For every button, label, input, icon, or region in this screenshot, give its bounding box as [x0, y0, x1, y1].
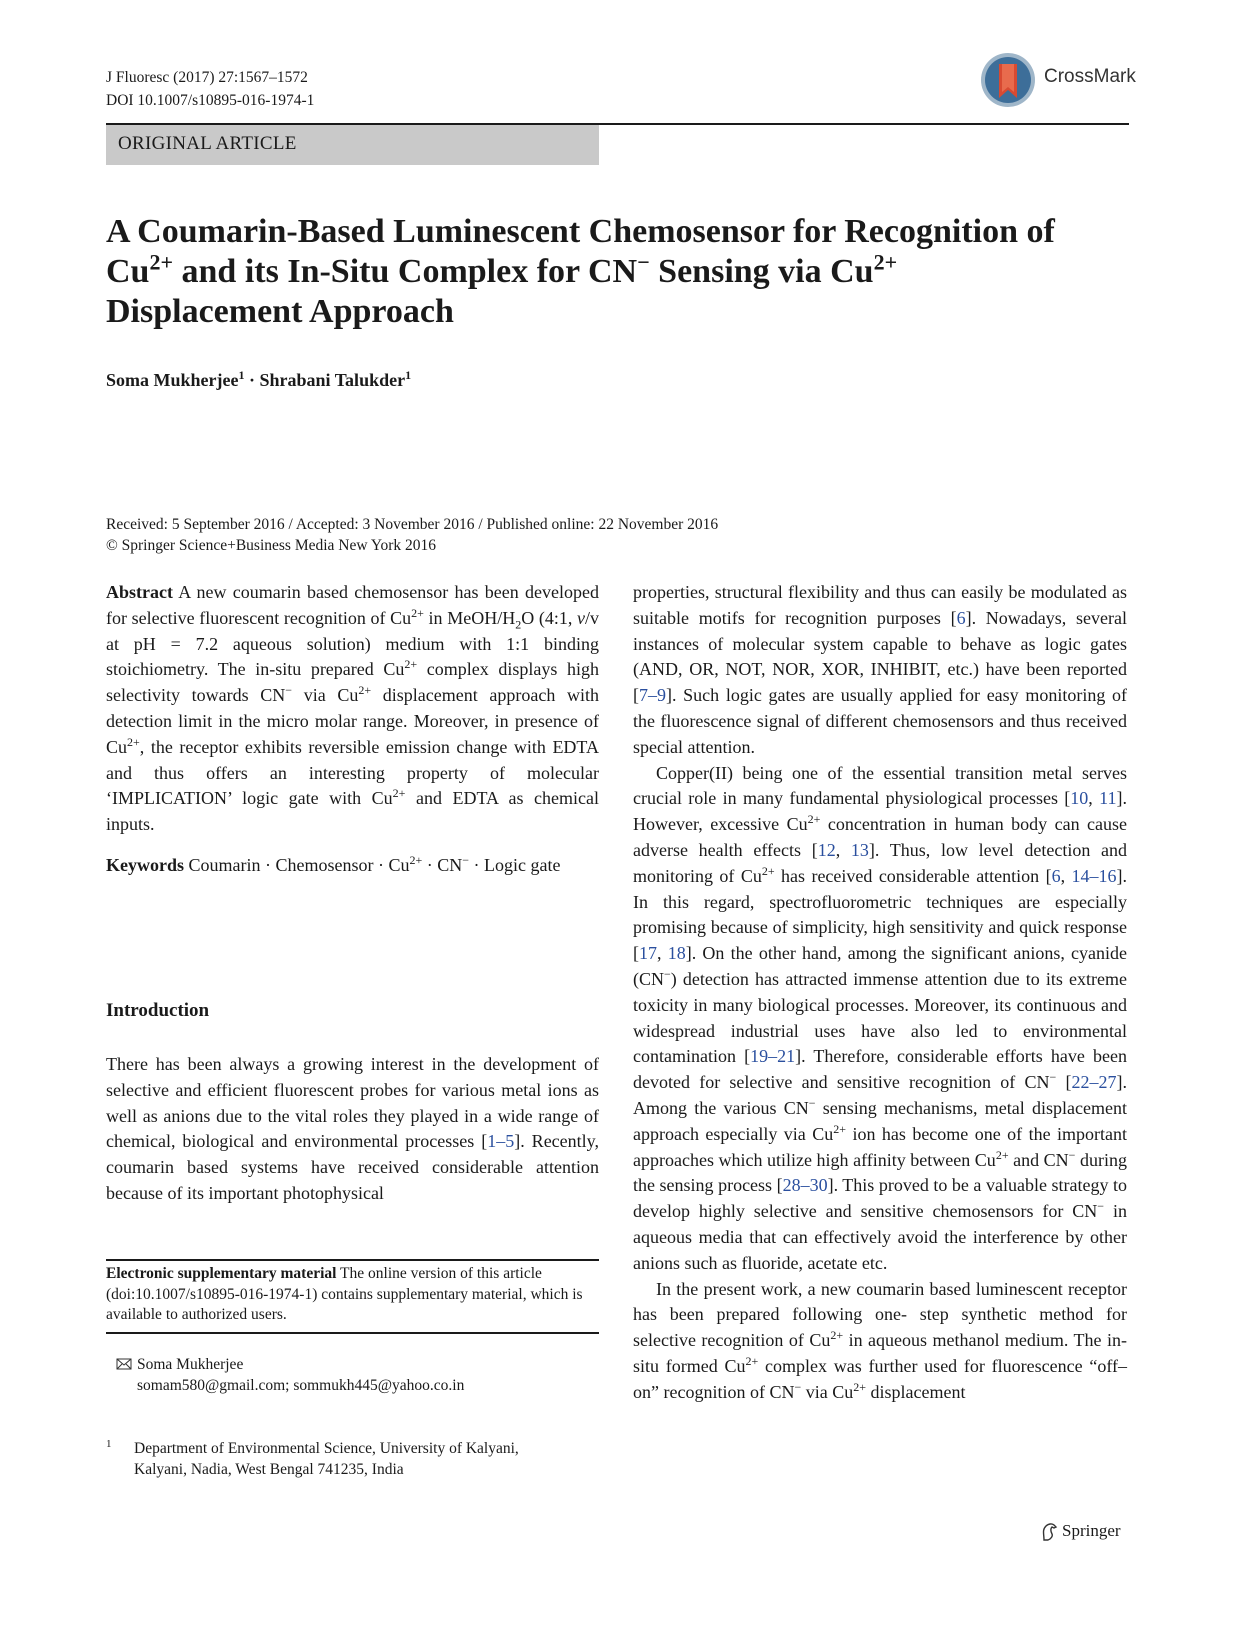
body-text: ]. Among the various CN — [633, 1072, 1128, 1118]
superscript: − — [1097, 1199, 1105, 1214]
keywords-text: Coumarin · Chemosensor · Cu — [184, 854, 410, 875]
superscript: − — [664, 966, 671, 981]
citation-link[interactable]: 17 — [639, 943, 657, 964]
citation-link[interactable]: 6 — [956, 607, 966, 628]
supplementary-note — [106, 1264, 599, 1326]
subscript: 2 — [515, 617, 522, 632]
superscript: − — [462, 852, 470, 867]
copyright-notice: © Springer Science+Business Media New York 2016 — [106, 537, 437, 554]
superscript: 2+ — [853, 1379, 867, 1394]
publication-dates — [106, 514, 718, 556]
body-text: ) detection has attracted immense attention due to its extreme toxicity in many biological processes. Moreover, its continuous and widespread industrial uses have also led to environmental contamination [ — [633, 968, 1127, 1067]
body-text: ]. Nowadays, several instances of molecular system capable to behave as logic gates (AND, OR, NOT, NOR, XOR, INHIBIT, etc.) have been reported [ — [633, 607, 1127, 706]
superscript: 2+ — [830, 1328, 844, 1343]
body-text: in aqueous media that can effectively avoid the interference by other anions such as fluoride, acetate etc. — [633, 1201, 1127, 1273]
superscript: 2+ — [392, 786, 406, 801]
body-text: ]. Recently, coumarin based systems have received considerable attention because of its important photophysical — [106, 1131, 599, 1203]
corresponding-author-email[interactable]: somam580@gmail.com; sommukh445@yahoo.co.in — [137, 1377, 465, 1394]
journal-reference: J Fluoresc (2017) 27:1567–1572 — [106, 69, 308, 86]
citation-link[interactable]: 6 — [1051, 865, 1061, 886]
citation-link[interactable]: 7–9 — [639, 685, 666, 706]
publisher-logo — [1040, 1521, 1121, 1542]
crossmark-badge[interactable] — [980, 50, 1136, 110]
crossmark-icon — [980, 52, 1036, 108]
abstract-text: complex displays high selectivity towards CN — [106, 659, 600, 706]
keywords-text: · CN — [422, 854, 463, 875]
esm-label: Electronic supplementary material — [106, 1265, 337, 1282]
body-text: during the sensing process [ — [633, 1149, 1127, 1196]
superscript: 2+ — [995, 1147, 1009, 1162]
superscript: 2+ — [807, 812, 821, 827]
author-name[interactable]: Shrabani Talukder — [259, 370, 406, 390]
abstract-text: , the receptor exhibits reversible emission change with EDTA and thus offers an interesting property of molecular ‘IMPLICATION’ logic gate with Cu — [106, 736, 599, 809]
citation-link[interactable]: 12 — [817, 839, 836, 860]
body-paragraph — [633, 580, 1127, 761]
body-text: sensing mechanisms, metal displacement approach especially via Cu — [633, 1097, 1128, 1144]
superscript: 2+ — [358, 683, 372, 698]
citation-link[interactable]: 13 — [850, 839, 869, 860]
body-text: , — [1060, 865, 1072, 886]
title-superscript: 2+ — [873, 249, 898, 275]
body-text: ]. In this regard, spectrofluorometric techniques are especially promising because of simplicity, high sensitivity and quick response [ — [633, 865, 1128, 964]
citation-link[interactable]: 18 — [667, 943, 686, 964]
superscript: − — [794, 1379, 802, 1394]
footnote-rule — [106, 1332, 599, 1334]
body-text: In the present work, a new coumarin based luminescent receptor has been prepared following one- step synthetic method for selective recognition of Cu — [633, 1278, 1127, 1351]
affiliation-marker: 1 — [405, 368, 412, 382]
affiliation-number: 1 — [106, 1438, 112, 1450]
body-text: [ — [1056, 1072, 1072, 1093]
title-superscript: − — [637, 249, 650, 275]
title-superscript: 2+ — [149, 249, 174, 275]
body-text: ]. On the other hand, among the significant anions, cyanide (CN — [633, 943, 1127, 989]
body-text: , — [835, 839, 851, 860]
body-text: Copper(II) being one of the essential transition metal serves crucial role in many fundamental physiological processes [ — [633, 762, 1127, 809]
superscript: 2+ — [411, 605, 424, 620]
body-text: ]. This proved to be a valuable strategy to develop highly selective and sensitive chemosensors for CN — [633, 1175, 1127, 1222]
abstract-text: O (4:1, — [521, 607, 577, 628]
title-text: Displacement Approach — [106, 293, 454, 330]
abstract-text: displacement approach with detection limit in the micro molar range. Moreover, in presence of Cu — [106, 685, 599, 757]
superscript: − — [1049, 1070, 1057, 1085]
body-text: , — [1088, 788, 1100, 809]
superscript: 2+ — [761, 863, 775, 878]
citation-link[interactable]: 28–30 — [782, 1175, 828, 1196]
article-title — [106, 212, 1106, 332]
history-dates: Received: 5 September 2016 / Accepted: 3 November 2016 / Published online: 22 November 2016 — [106, 516, 719, 533]
keywords-label: Keywords — [106, 854, 184, 875]
affiliation-line: Kalyani, Nadia, West Bengal 741235, India — [134, 1461, 404, 1478]
body-paragraph — [633, 1277, 1127, 1406]
abstract-text: via Cu — [292, 685, 359, 706]
citation-link[interactable]: 10 — [1070, 788, 1089, 809]
body-text: , — [657, 943, 668, 964]
crossmark-label: CrossMark — [1044, 66, 1136, 87]
article-type-banner — [106, 125, 599, 165]
title-text: and its In-Situ Complex for CN — [173, 253, 638, 290]
right-column — [633, 580, 1127, 1406]
abstract-text: /v at pH = 7.2 aqueous solution) medium with 1:1 binding stoichiometry. The in-situ prepared Cu — [106, 607, 600, 680]
section-heading-introduction: Introduction — [106, 1000, 210, 1021]
abstract — [106, 580, 599, 838]
citation-link[interactable]: 19–21 — [750, 1046, 796, 1067]
body-text: and CN — [1008, 1149, 1069, 1170]
keywords — [106, 853, 599, 879]
article-type-label: ORIGINAL ARTICLE — [118, 133, 297, 154]
body-text: ]. However, excessive Cu — [633, 788, 1127, 835]
footnote-rule — [106, 1259, 599, 1261]
affiliation-marker: 1 — [238, 368, 245, 382]
superscript: 2+ — [127, 734, 140, 749]
superscript: 2+ — [833, 1121, 847, 1136]
title-text: Sensing via Cu — [649, 253, 874, 290]
body-text: ]. Therefore, considerable efforts have been devoted for selective and sensitive recognition of CN — [633, 1046, 1127, 1093]
author-separator: · — [244, 370, 260, 390]
body-text: displacement — [866, 1381, 966, 1402]
doi: DOI 10.1007/s10895-016-1974-1 — [106, 92, 315, 109]
title-text: A Coumarin-Based Luminescent Chemosensor for Recognition of Cu — [106, 213, 1055, 290]
author-list — [106, 368, 411, 391]
body-text: ]. Such logic gates are usually applied for easy monitoring of the fluorescence signal of different chemosensors and thus received special attention. — [633, 685, 1127, 757]
keywords-text: · Logic gate — [469, 854, 561, 875]
citation-link[interactable]: 11 — [1099, 788, 1117, 809]
body-text: in aqueous methanol medium. The in-situ formed Cu — [633, 1330, 1127, 1376]
superscript: − — [808, 1095, 816, 1110]
body-paragraph — [633, 761, 1127, 1277]
superscript: − — [285, 683, 293, 698]
abstract-text: and EDTA as chemical inputs. — [106, 788, 599, 835]
body-text: via Cu — [801, 1381, 854, 1402]
author-name[interactable]: Soma Mukherjee — [106, 370, 239, 390]
abstract-text: in MeOH/H — [423, 607, 516, 628]
superscript: 2+ — [409, 852, 423, 867]
body-text: complex was further used for fluorescence “off–on” recognition of CN — [633, 1355, 1127, 1402]
left-column — [106, 580, 599, 879]
affiliation-line: Department of Environmental Science, University of Kalyani, — [134, 1440, 519, 1457]
abstract-text: v — [577, 607, 585, 628]
body-text: has received considerable attention [ — [774, 865, 1052, 886]
esm-text: The online version of this article (doi:10.1007/s10895-016-1974-1) contains supplementary material, which is available to authorized users. — [106, 1265, 583, 1323]
body-text: ion has become one of the important approaches which utilize high affinity between Cu — [633, 1123, 1127, 1170]
springer-horse-icon — [1040, 1522, 1058, 1542]
corresponding-author-name: Soma Mukherjee — [137, 1356, 244, 1373]
body-text: properties, structural flexibility and thus can easily be modulated as suitable motifs for recognition purposes [ — [633, 582, 1127, 628]
body-text: There has been always a growing interest in the development of selective and efficient fluorescent probes for various metal ions as well as anions due to the vital roles they played in a wide range of chemical, biological and environmental processes [ — [106, 1054, 599, 1152]
journal-citation — [106, 66, 314, 112]
publisher-name: Springer — [1062, 1521, 1121, 1540]
superscript: − — [1068, 1147, 1076, 1162]
citation-link[interactable]: 14–16 — [1071, 865, 1117, 886]
superscript: 2+ — [745, 1353, 759, 1368]
body-text: ]. Thus, low level detection and monitoring of Cu — [633, 839, 1128, 886]
introduction-paragraph — [106, 1052, 599, 1207]
abstract-text: A new coumarin based chemosensor has been developed for selective fluorescent recognition of Cu — [106, 582, 599, 628]
body-text: concentration in human body can cause adverse health effects [ — [633, 814, 1127, 860]
citation-link[interactable]: 1–5 — [487, 1131, 515, 1152]
envelope-icon — [116, 1356, 132, 1372]
superscript: 2+ — [404, 657, 418, 672]
citation-link[interactable]: 22–27 — [1071, 1072, 1117, 1093]
abstract-label: Abstract — [106, 582, 173, 602]
